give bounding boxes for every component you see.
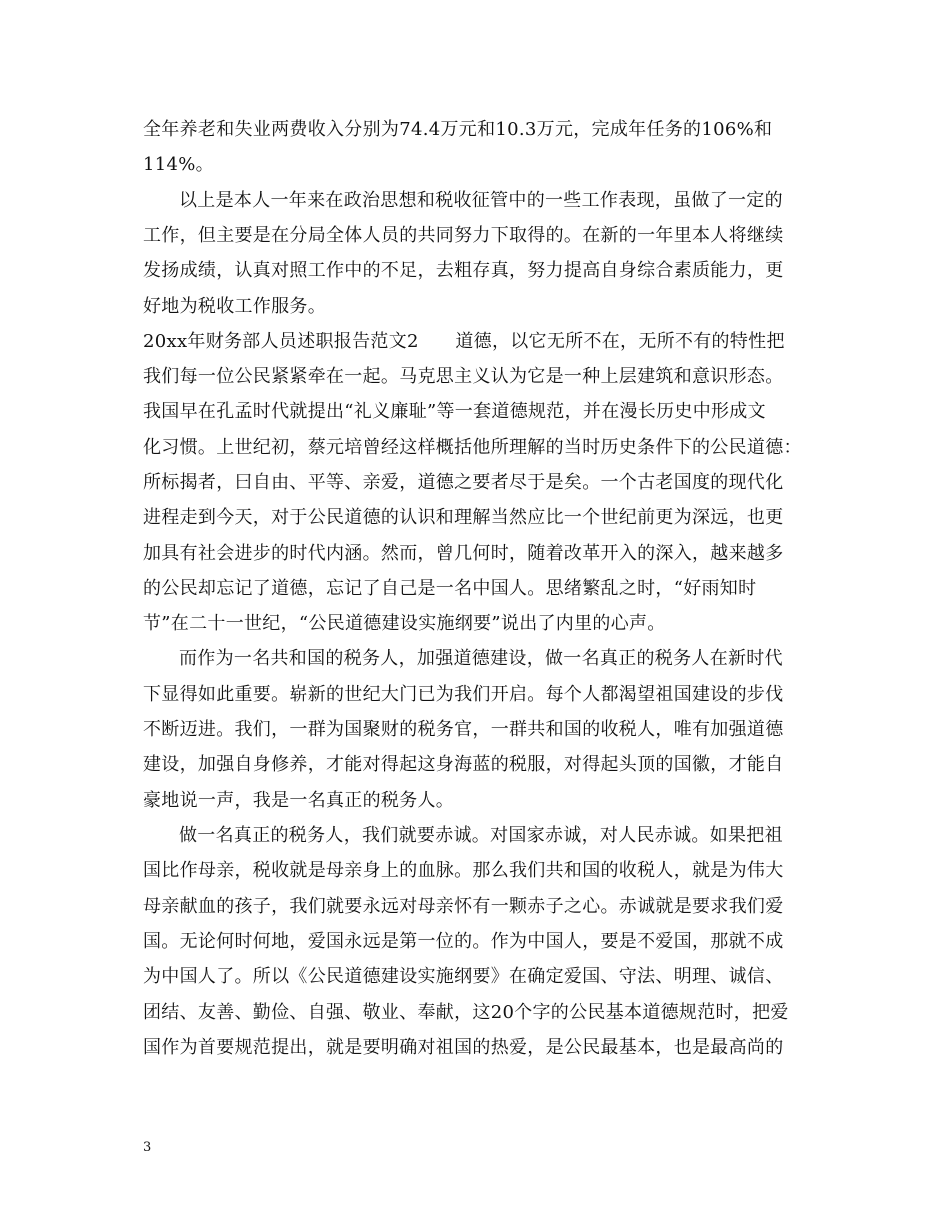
text-line: 以上是本人一年来在政治思想和税收征管中的一些工作表现，虽做了一定的 — [179, 190, 783, 211]
text-line: 我国早在孔孟时代就提出“礼义廉耻”等一套道德规范，并在漫长历史中形成文 — [143, 401, 766, 422]
text-line: 发扬成绩，认真对照工作中的不足，去粗存真，努力提高自身综合素质能力，更 — [143, 260, 784, 281]
text-line: 为中国人了。所以《公民道德建设实施纲要》在确定爱国、守法、明理、诚信、 — [143, 966, 784, 987]
page-number: 3 — [143, 1140, 152, 1155]
text-line: 建设，加强自身修养，才能对得起这身海蓝的税服，对得起头顶的国徽，才能自 — [143, 754, 784, 775]
text-line: 做一名真正的税务人，我们就要赤诚。对国家赤诚，对人民赤诚。如果把祖 — [179, 825, 783, 846]
text-line: 团结、友善、勤俭、自强、敬业、奉献，这20个字的公民基本道德规范时，把爱 — [143, 1002, 789, 1023]
text-line: 的公民却忘记了道德，忘记了自己是一名中国人。思绪繁乱之时，“好雨知时 — [143, 578, 757, 599]
text-line: 国作为首要规范提出，就是要明确对祖国的热爱，是公民最基本，也是最高尚的 — [143, 1037, 784, 1058]
text-line: 不断迈进。我们，一群为国聚财的税务官，一群共和国的收税人，唯有加强道德 — [143, 719, 784, 740]
text-line: 国比作母亲，税收就是母亲身上的血脉。那么我们共和国的收税人，就是为伟大 — [143, 860, 784, 881]
text-line: 好地为税收工作服务。 — [143, 296, 326, 317]
text-line: 而作为一名共和国的税务人，加强道德建设，做一名真正的税务人在新时代 — [179, 648, 783, 669]
text-line: 下显得如此重要。崭新的世纪大门已为我们开启。每个人都渴望祖国建设的步伐 — [143, 684, 784, 705]
text-line: 全年养老和失业两费收入分别为74.4万元和10.3万元，完成年任务的106%和 — [143, 119, 773, 140]
text-line: 114%。 — [143, 154, 214, 175]
text-line: 我们每一位公民紧紧牵在一起。马克思主义认为它是一种上层建筑和意识形态。 — [143, 366, 784, 387]
text-line: 进程走到今天，对于公民道德的认识和理解当然应比一个世纪前更为深远，也更 — [143, 507, 784, 528]
section-heading-line: 20xx年财务部人员述职报告范文2 道德，以它无所不在，无所不有的特性把 — [143, 331, 785, 352]
text-line: 国。无论何时何地，爱国永远是第一位的。作为中国人，要是不爱国，那就不成 — [143, 931, 784, 952]
text-line: 豪地说一声，我是一名真正的税务人。 — [143, 790, 455, 811]
text-line: 所标揭者，曰自由、平等、亲爱，道德之要者尽于是矣。一个古老国度的现代化 — [143, 472, 784, 493]
text-line: 母亲献血的孩子，我们就要永远对母亲怀有一颗赤子之心。赤诚就是要求我们爱 — [143, 896, 784, 917]
text-line: 节”在二十一世纪，“公民道德建设实施纲要”说出了内里的心声。 — [143, 613, 666, 634]
text-line: 化习惯。上世纪初，蔡元培曾经这样概括他所理解的当时历史条件下的公民道德： — [143, 437, 802, 458]
text-line: 加具有社会进步的时代内涵。然而，曾几何时，随着改革开入的深入，越来越多 — [143, 543, 784, 564]
text-line: 工作，但主要是在分局全体人员的共同努力下取得的。在新的一年里本人将继续 — [143, 225, 784, 246]
